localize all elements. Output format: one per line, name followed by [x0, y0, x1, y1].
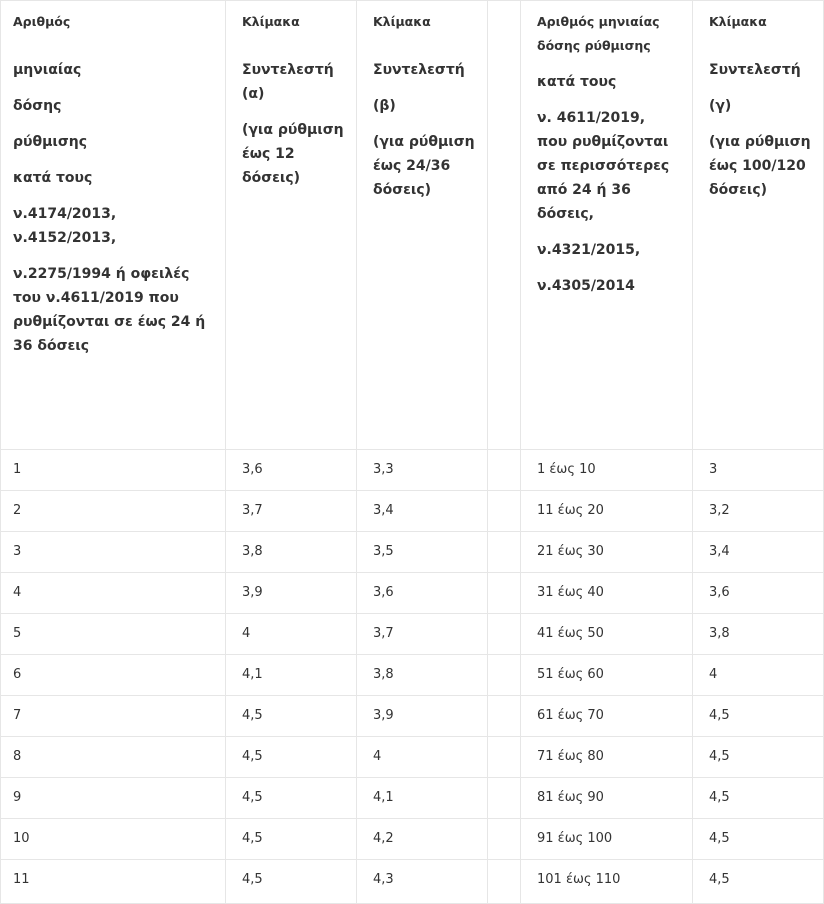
header-col6-line2: Συντελεστή [709, 62, 801, 78]
installment-number-cell: 3 [1, 532, 226, 573]
scale-g-cell: 3,4 [693, 532, 824, 573]
installment-range-cell: 61 έως 70 [521, 696, 693, 737]
installment-number-cell: 1 [1, 450, 226, 491]
spacer-cell [488, 819, 521, 860]
installment-number-cell: 2 [1, 491, 226, 532]
table-row [1, 573, 824, 614]
scale-a-cell: 4,5 [226, 819, 357, 860]
installment-number-cell: 4 [1, 573, 226, 614]
installment-number-cell: 6 [1, 655, 226, 696]
table-row [1, 655, 824, 696]
scale-a-cell: 4,5 [226, 860, 357, 904]
table-row [1, 860, 824, 904]
spacer-cell [488, 573, 521, 614]
header-col2-line3: (για ρύθμιση έως 12 δόσεις) [242, 122, 344, 186]
scale-b-cell: 3,6 [357, 573, 488, 614]
table-row [1, 778, 824, 819]
header-col5-line4: ν.4321/2015, [537, 242, 641, 258]
header-installment-number [1, 1, 226, 450]
header-spacer-cell [488, 1, 521, 450]
table-header-row [1, 1, 824, 450]
header-col1-line7: ν.2275/1994 ή οφειλές του ν.4611/2019 που ρυθμίζονται σε έως 24 ή 36 δόσεις [13, 266, 206, 354]
spacer-cell [488, 778, 521, 819]
scale-b-cell: 3,5 [357, 532, 488, 573]
table-row [1, 737, 824, 778]
scale-a-cell: 3,8 [226, 532, 357, 573]
header-scale-g [693, 1, 824, 450]
installment-number-cell: 10 [1, 819, 226, 860]
scale-b-cell: 4,1 [357, 778, 488, 819]
header-col6-title: Κλίμακα [709, 14, 767, 29]
scale-a-cell: 3,6 [226, 450, 357, 491]
installment-range-cell: 81 έως 90 [521, 778, 693, 819]
header-col5-title: Αριθμός μηνιαίας δόσης ρύθμισης [537, 14, 660, 53]
header-col1-line5: κατά τους [13, 170, 93, 186]
scale-b-cell: 4,3 [357, 860, 488, 904]
table-row [1, 450, 824, 491]
scale-b-cell: 4 [357, 737, 488, 778]
header-col3-title: Κλίμακα [373, 14, 431, 29]
installment-range-cell: 41 έως 50 [521, 614, 693, 655]
scale-g-cell: 3,6 [693, 573, 824, 614]
header-col1-line4: ρύθμισης [13, 134, 88, 150]
installment-range-cell: 11 έως 20 [521, 491, 693, 532]
installment-range-cell: 31 έως 40 [521, 573, 693, 614]
header-col1-title: Αριθμός [13, 14, 71, 29]
scale-b-cell: 4,2 [357, 819, 488, 860]
scale-g-cell: 4,5 [693, 860, 824, 904]
scale-b-cell: 3,7 [357, 614, 488, 655]
scale-a-cell: 3,9 [226, 573, 357, 614]
scale-a-cell: 4,5 [226, 737, 357, 778]
header-col2-line2: Συντελεστή (α) [242, 62, 334, 102]
scale-g-cell: 4,5 [693, 696, 824, 737]
header-col5-line3: ν. 4611/2019, που ρυθμίζονται σε περισσότερες από 24 ή 36 δόσεις, [537, 110, 670, 222]
spacer-cell [488, 450, 521, 491]
installment-range-cell: 91 έως 100 [521, 819, 693, 860]
scale-a-cell: 4,5 [226, 696, 357, 737]
spacer-cell [488, 860, 521, 904]
scale-g-cell: 4,5 [693, 737, 824, 778]
installment-number-cell: 8 [1, 737, 226, 778]
spacer-cell [488, 491, 521, 532]
scale-g-cell: 3 [693, 450, 824, 491]
spacer-cell [488, 614, 521, 655]
spacer-cell [488, 737, 521, 778]
header-col1-line2: μηνιαίας [13, 62, 82, 78]
header-col6-line3: (γ) [709, 98, 732, 114]
scale-a-cell: 3,7 [226, 491, 357, 532]
table-row [1, 696, 824, 737]
installment-number-cell: 5 [1, 614, 226, 655]
scale-g-cell: 4 [693, 655, 824, 696]
spacer-cell [488, 532, 521, 573]
scale-b-cell: 3,3 [357, 450, 488, 491]
installment-number-cell: 7 [1, 696, 226, 737]
header-col2-title: Κλίμακα [242, 14, 300, 29]
table-row [1, 491, 824, 532]
installment-number-cell: 9 [1, 778, 226, 819]
installment-range-cell: 21 έως 30 [521, 532, 693, 573]
table-row [1, 532, 824, 573]
header-col3-line2: Συντελεστή [373, 62, 465, 78]
installment-range-cell: 51 έως 60 [521, 655, 693, 696]
header-col1-line3: δόσης [13, 98, 62, 114]
header-scale-a [226, 1, 357, 450]
spacer-cell [488, 655, 521, 696]
scale-a-cell: 4 [226, 614, 357, 655]
scale-b-cell: 3,4 [357, 491, 488, 532]
installment-number-cell: 11 [1, 860, 226, 904]
header-col5-line5: ν.4305/2014 [537, 278, 635, 294]
installment-range-cell: 101 έως 110 [521, 860, 693, 904]
header-col6-line4: (για ρύθμιση έως 100/120 δόσεις) [709, 134, 811, 198]
scale-b-cell: 3,8 [357, 655, 488, 696]
scale-g-cell: 4,5 [693, 778, 824, 819]
header-installment-range [521, 1, 693, 450]
scale-a-cell: 4,5 [226, 778, 357, 819]
installment-range-cell: 71 έως 80 [521, 737, 693, 778]
scale-g-cell: 4,5 [693, 819, 824, 860]
scale-a-cell: 4,1 [226, 655, 357, 696]
header-scale-b [357, 1, 488, 450]
header-col5-line2: κατά τους [537, 74, 617, 90]
scale-g-cell: 3,8 [693, 614, 824, 655]
header-col3-line4: (για ρύθμιση έως 24/36 δόσεις) [373, 134, 475, 198]
table-row [1, 614, 824, 655]
installment-range-cell: 1 έως 10 [521, 450, 693, 491]
spacer-cell [488, 696, 521, 737]
header-col3-line3: (β) [373, 98, 396, 114]
scale-b-cell: 3,9 [357, 696, 488, 737]
header-col1-line6: ν.4174/2013, ν.4152/2013, [13, 206, 117, 246]
table-row [1, 819, 824, 860]
scale-g-cell: 3,2 [693, 491, 824, 532]
